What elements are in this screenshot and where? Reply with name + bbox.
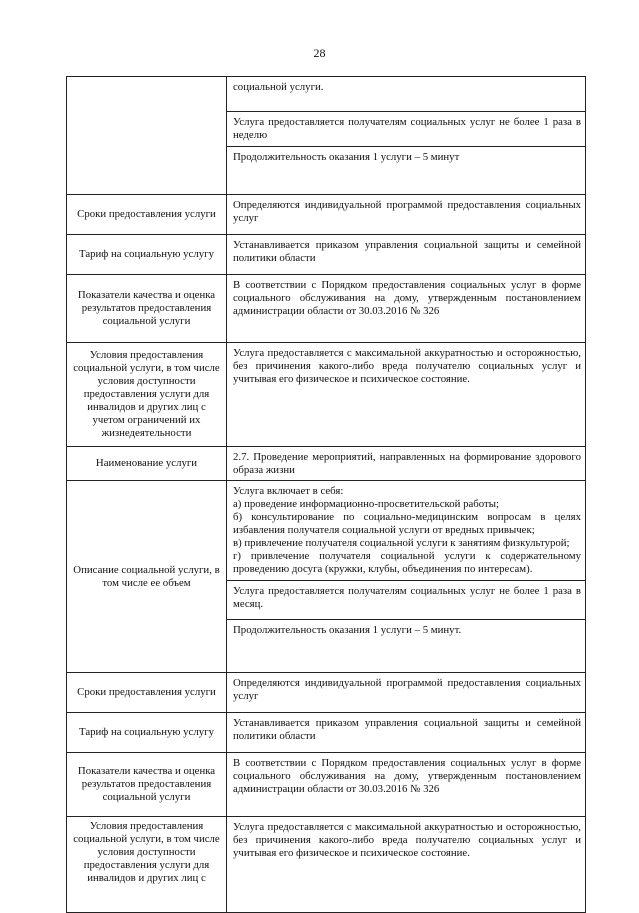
service-duration: Продолжительность оказания 1 услуги – 5 минут (233, 151, 460, 163)
table-row (67, 235, 586, 275)
page-number: 28 (313, 46, 326, 60)
service-duration: Продолжительность оказания 1 услуги – 5 минут. (233, 623, 462, 636)
row-value: Услуга предоставляется с максимальной аккуратностью и осторожностью, без причинения какого-либо вреда получателю социальных услуг и учитывая его физическое и психическое состояние. (227, 817, 586, 913)
row-value: Услуга предоставляется с максимальной аккуратностью и осторожностью, без причинения какого-либо вреда получателю социальных услуг и учитывая его физическое и психическое состояние. (227, 343, 586, 447)
row-value: Определяются индивидуальной программой предоставления социальных услуг (227, 195, 586, 235)
service-name: 2.7. Проведение мероприятий, направленных на формирование здорового образа жизни (227, 447, 586, 481)
row-value: Устанавливается приказом управления социальной защиты и семейной политики области (227, 713, 586, 753)
value-cell (227, 481, 586, 673)
row-label: Наименование услуги (67, 447, 227, 481)
row-value: Устанавливается приказом управления социальной защиты и семейной политики области (227, 235, 586, 275)
row-value: Определяются индивидуальной программой предоставления социальных услуг (227, 673, 586, 713)
service-description-tail: социальной услуги. (227, 77, 585, 112)
table-row (67, 817, 586, 913)
row-label: Показатели качества и оценка результатов предоставления социальной услуги (67, 275, 227, 343)
list-item: г) привлечение получателя социальной услуги к содержательному проведению досуга (кружки, клубы, объединения по интересам). (233, 549, 581, 575)
row-label: Тариф на социальную услугу (67, 713, 227, 753)
row-label: Условия предоставления социальной услуги, в том числе условия доступности предоставления услуги для инвалидов и других лиц с учетом ограничений их жизнедеятельности (67, 343, 227, 447)
list-item: Услуга включает в себя: (233, 485, 344, 497)
row-label: Тариф на социальную услугу (67, 235, 227, 275)
service-includes-list (227, 481, 585, 581)
table-row (67, 77, 586, 195)
row-label: Сроки предоставления услуги (67, 195, 227, 235)
table-row (67, 447, 586, 481)
services-table (66, 76, 586, 913)
table-row (67, 275, 586, 343)
table-row (67, 481, 586, 673)
table-row (67, 753, 586, 817)
row-label: Показатели качества и оценка результатов предоставления социальной услуги (67, 753, 227, 817)
table-row (67, 713, 586, 753)
list-item: в) привлечение получателя социальной услуги к занятиям физкультурой; (233, 536, 570, 549)
value-cell (227, 77, 586, 195)
list-item: б) консультирование по социально-медицинским вопросам в целях избавления получателя социальной услуги от вредных привычек; (233, 510, 581, 536)
row-value: В соответствии с Порядком предоставления социальных услуг в форме социального обслуживания на дому, утвержденным постановлением администрации области от 30.03.2016 № 326 (227, 753, 586, 817)
table-row (67, 673, 586, 713)
list-item: а) проведение информационно-просветительской работы; (233, 497, 499, 510)
row-value: В соответствии с Порядком предоставления социальных услуг в форме социального обслуживания на дому, утвержденным постановлением администрации области от 30.03.2016 № 326 (227, 275, 586, 343)
row-label: Сроки предоставления услуги (67, 673, 227, 713)
row-label: Условия предоставления социальной услуги, в том числе условия доступности предоставления услуги для инвалидов и других лиц с (67, 817, 227, 913)
table-row (67, 195, 586, 235)
table-row (67, 343, 586, 447)
service-frequency: Услуга предоставляется получателям социальных услуг не более 1 раза в месяц. (227, 581, 585, 620)
label-cell-empty (67, 77, 227, 195)
service-frequency: Услуга предоставляется получателям социальных услуг не более 1 раза в неделю (227, 112, 585, 147)
row-label: Описание социальной услуги, в том числе ее объем (67, 481, 227, 673)
